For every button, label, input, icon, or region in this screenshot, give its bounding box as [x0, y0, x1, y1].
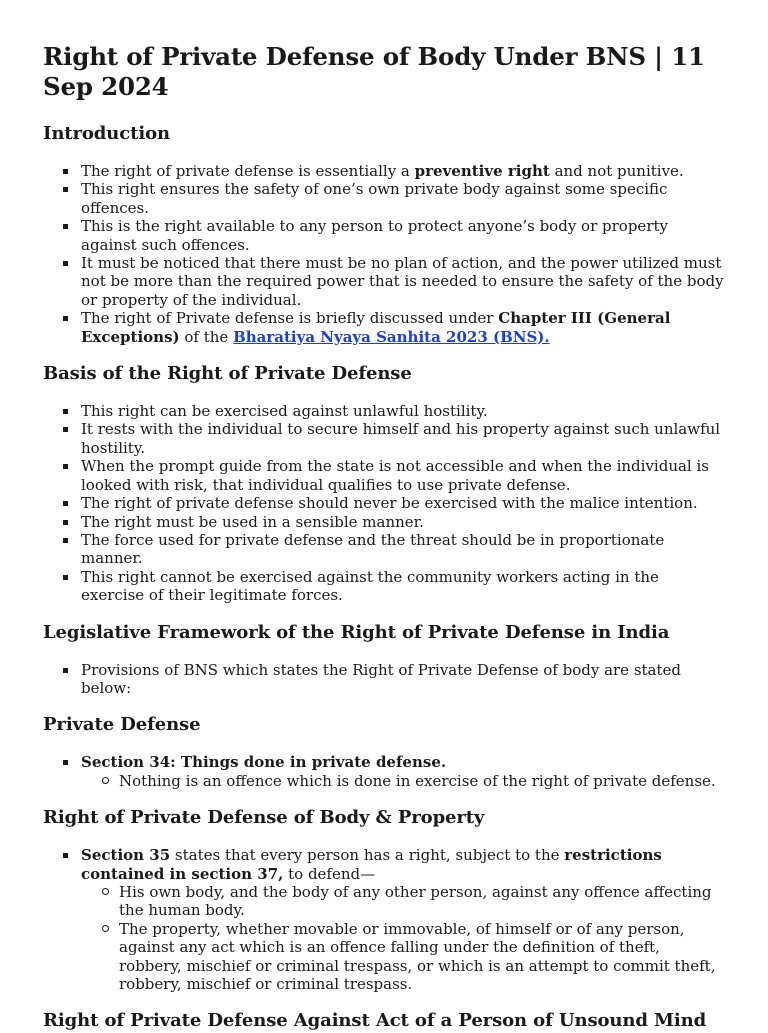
sub-list-item: Nothing is an offence which is done in exercise of the right of private defense.	[119, 772, 725, 790]
list-item: This right can be exercised against unlawful hostility.	[81, 402, 725, 420]
list-item: It rests with the individual to secure himself and his property against such unlawful hostility.	[81, 420, 725, 457]
list-item: Section 35 states that every person has a right, subject to the restrictions contained in section 37, to defend— His own body, and the body of any other person, against any offence affecting the human body. The property, whether movable or immovable, of himself or of any person, against any act which is an offence falling under the definition of theft, robbery, mischief or criminal trespass, or which is an attempt to commit theft, robbery, mischief or criminal trespass.	[81, 846, 725, 993]
section-heading-introduction: Introduction	[43, 123, 170, 144]
body-property-list	[43, 846, 725, 993]
section-heading-unsound-mind: Right of Private Defense Against Act of a Person of Unsound Mind	[43, 1010, 707, 1032]
list-item: Provisions of BNS which states the Right of Private Defense of body are stated below:	[81, 661, 725, 698]
bold-text: restrictions contained in section 37,	[81, 846, 662, 883]
list-item	[81, 753, 725, 790]
legislative-list	[43, 661, 725, 698]
sub-list	[81, 883, 725, 993]
bold-text: preventive right	[414, 162, 550, 180]
private-defense-list	[43, 753, 725, 790]
list-item: This is the right available to any person to protect anyone’s body or property against such offences.	[81, 217, 725, 254]
list-item: It must be noticed that there must be no plan of action, and the power utilized must not be more than the required power that is needed to ensure the safety of the body or property of the individual.	[81, 254, 724, 309]
list-item: The right of Private defense is briefly discussed under Chapter III (General Exceptions) of the Bharatiya Nyaya Sanhita 2023 (BNS).	[81, 309, 725, 346]
basis-list	[43, 402, 725, 604]
section-heading-body-property: Right of Private Defense of Body & Property	[43, 807, 485, 829]
section-heading-legislative: Legislative Framework of the Right of Private Defense in India	[43, 621, 670, 643]
list-item: The right must be used in a sensible manner.	[81, 513, 725, 531]
list-item: This right cannot be exercised against the community workers acting in the exercise of their legitimate forces.	[81, 568, 725, 605]
bold-text: Section 35	[81, 846, 171, 865]
sub-list-item: The property, whether movable or immovable, of himself or of any person, against any act which is an offence falling under the definition of theft, robbery, mischief or criminal trespass, or which is an attempt to commit theft, robbery, mischief or criminal trespass.	[119, 920, 725, 994]
bold-text: Section 34: Things done in private defense.	[81, 753, 447, 772]
section-heading-basis: Basis of the Right of Private Defense	[43, 363, 412, 385]
list-item: When the prompt guide from the state is not accessible and when the individual is looked with risk, that individual qualifies to use private defense.	[81, 457, 725, 494]
list-item: This right ensures the safety of one’s own private body against some specific offences.	[81, 180, 725, 217]
sub-list	[81, 772, 725, 790]
sub-list-item: His own body, and the body of any other person, against any offence affecting the human body.	[119, 883, 725, 920]
list-item: The right of private defense is essentially a preventive right and not punitive.	[81, 162, 725, 180]
section-heading-private-defense: Private Defense	[43, 714, 201, 736]
page-title: Right of Private Defense of Body Under BNS | 11 Sep 2024	[43, 42, 705, 101]
list-item: The force used for private defense and the threat should be in proportionate manner.	[81, 531, 725, 568]
bold-text: Chapter III (General Exceptions)	[81, 309, 671, 346]
list-item: The right of private defense should never be exercised with the malice intention.	[81, 494, 725, 512]
introduction-list	[43, 162, 725, 346]
bns-link[interactable]: Bharatiya Nyaya Sanhita 2023 (BNS).	[233, 327, 550, 346]
